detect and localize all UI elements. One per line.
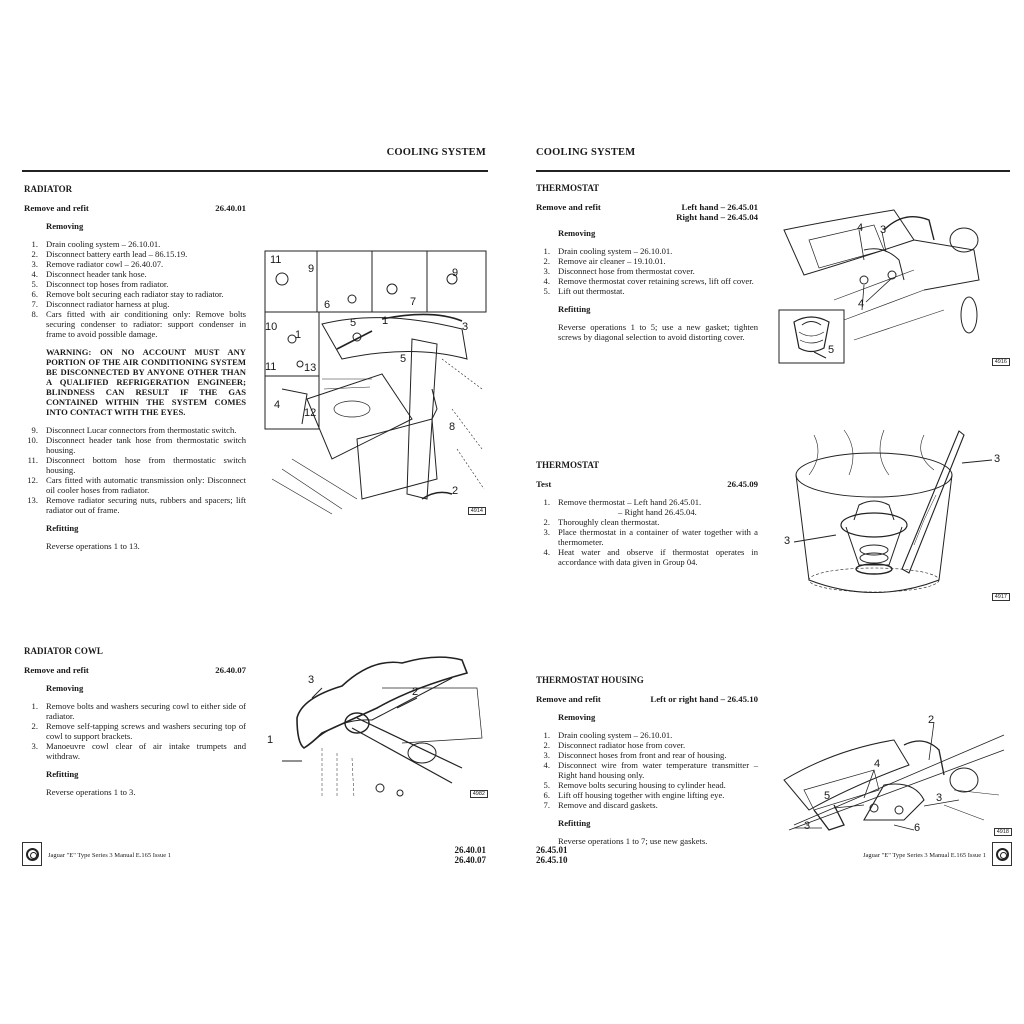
callout-label: 4: [274, 399, 281, 411]
step-item: [24, 701, 246, 721]
step-text: Disconnect battery earth lead – 86.15.19.: [46, 249, 188, 259]
operation-line: [24, 203, 246, 213]
step-number: 2.: [31, 249, 38, 259]
thermostat-test-diagram: [774, 425, 1012, 603]
step-number: 11.: [27, 455, 38, 465]
callout-label: 1: [267, 734, 274, 746]
figure-thermostat: [774, 180, 1012, 368]
callout-label: 3: [308, 674, 315, 686]
section-title: RADIATOR COWL: [24, 646, 103, 656]
refitting-text: Reverse operations 1 to 5; use a new gasket; tighten screws by diagonal selection to avoid distorting cover.: [558, 322, 758, 342]
section-title: THERMOSTAT HOUSING: [536, 675, 644, 685]
step-number: 4.: [543, 760, 550, 770]
step-item: [24, 425, 246, 435]
callout-label: 4: [858, 298, 865, 310]
figure-thermostat-housing: [774, 710, 1014, 838]
running-head: COOLING SYSTEM: [536, 147, 636, 158]
step-number: 3.: [543, 750, 550, 760]
step-item: [24, 495, 246, 515]
section-title: RADIATOR: [24, 184, 73, 194]
step-item: [536, 507, 758, 517]
header-rule: [22, 170, 488, 172]
step-text: Lift off housing together with engine lifting eye.: [558, 790, 725, 800]
step-item: [24, 475, 246, 495]
step-item: [536, 740, 758, 750]
step-item: [24, 279, 246, 289]
section-title: THERMOSTAT: [536, 460, 600, 470]
refitting-heading: Refitting: [558, 818, 591, 828]
step-item: [24, 455, 246, 475]
step-text: Remove bolts securing housing to cylinder head.: [558, 780, 726, 790]
step-text: Disconnect hoses from front and rear of housing.: [558, 750, 727, 760]
step-item: [24, 435, 246, 455]
step-number: 9.: [31, 425, 38, 435]
refitting-text: Reverse operations 1 to 3.: [46, 787, 136, 797]
callout-label: 2: [928, 714, 935, 726]
step-item: [536, 760, 758, 780]
step-number: 2.: [31, 721, 38, 731]
callout-label: 11: [270, 254, 282, 266]
step-text: Thoroughly clean thermostat.: [558, 517, 660, 527]
callout-label: 7: [410, 296, 417, 308]
step-text: Cars fitted with automatic transmission only: Disconnect oil cooler hoses from radiator.: [46, 475, 246, 495]
figure-number: 4917: [992, 593, 1010, 601]
section-radiator-cowl: [24, 646, 246, 797]
callout-label: 12: [304, 407, 317, 419]
step-number: 3.: [543, 266, 550, 276]
callout-label: 10: [265, 321, 278, 333]
callout-label: 3: [936, 792, 943, 804]
operation-code-left-hand: Left hand – 26.45.01: [681, 202, 758, 212]
header-rule: [536, 170, 1010, 172]
step-text: Remove radiator securing nuts, rubbers and spacers; lift radiator out of frame.: [46, 495, 246, 515]
step-text: – Right hand 26.45.04.: [618, 507, 697, 517]
footer-codes: [455, 845, 487, 865]
step-item: [536, 780, 758, 790]
step-item: [536, 266, 758, 276]
footer-manual-title: Jaguar "E" Type Series 3 Manual E.165 Issue 1: [863, 852, 986, 859]
operation-codes: [676, 202, 758, 222]
figure-radiator: [262, 249, 488, 517]
footer-code: 26.40.01: [454, 845, 486, 855]
figure-thermostat-test: [774, 425, 1012, 603]
step-number: 3.: [31, 741, 38, 751]
step-text: Heat water and observe if thermostat operates in accordance with data given in Group 04.: [558, 547, 758, 567]
step-number: 8.: [31, 309, 38, 319]
refitting-heading: Refitting: [46, 523, 79, 533]
step-text: Disconnect hose from thermostat cover.: [558, 266, 695, 276]
step-number: 5.: [543, 780, 550, 790]
callout-label: 9: [308, 263, 315, 275]
step-item: [24, 289, 246, 299]
step-text: Disconnect header tank hose from thermostatic switch housing.: [46, 435, 246, 455]
step-text: Remove radiator cowl – 26.40.07.: [46, 259, 164, 269]
refitting-heading: Refitting: [46, 769, 79, 779]
callout-label: 5: [824, 790, 831, 802]
step-number: 2.: [543, 256, 550, 266]
step-item: [536, 286, 758, 296]
step-text: Disconnect header tank hose.: [46, 269, 147, 279]
step-text: Disconnect Lucar connectors from thermostatic switch.: [46, 425, 237, 435]
callout-label: 3: [462, 321, 469, 333]
section-radiator: [24, 184, 246, 551]
step-text: Disconnect wire from water temperature transmitter – Right hand housing only.: [558, 760, 758, 780]
step-number: 7.: [31, 299, 38, 309]
step-text: Manoeuvre cowl clear of air intake trumpets and withdraw.: [46, 741, 246, 761]
operation-label: Remove and refit: [24, 665, 89, 675]
steps-list: [24, 425, 246, 515]
step-text: Remove bolt securing each radiator stay to radiator.: [46, 289, 224, 299]
callout-label: 1: [295, 329, 302, 341]
callout-label: 4: [857, 222, 864, 234]
step-number: 3.: [543, 527, 550, 537]
removing-heading: Removing: [558, 712, 596, 722]
step-text: Disconnect bottom hose from thermostatic switch housing.: [46, 455, 246, 475]
step-number: 5.: [31, 279, 38, 289]
step-number: 4.: [543, 276, 550, 286]
radiator-diagram: [262, 249, 488, 517]
steps-list: [536, 497, 758, 567]
callout-label: 2: [412, 686, 419, 698]
operation-label: Remove and refit: [536, 694, 601, 704]
callout-label: 5: [350, 317, 357, 329]
operation-label: Test: [536, 479, 552, 489]
operation-code: 26.40.01: [215, 203, 246, 213]
footer-code: 26.40.07: [454, 855, 486, 865]
step-number: 1.: [31, 239, 38, 249]
operation-label: Remove and refit: [536, 202, 601, 212]
section-thermostat: [536, 183, 758, 342]
step-text: Drain cooling system – 26.10.01.: [558, 246, 673, 256]
figure-radiator-cowl: [262, 648, 490, 800]
step-number: [536, 507, 558, 517]
step-text: Drain cooling system – 26.10.01.: [46, 239, 161, 249]
steps-list: [24, 239, 246, 339]
figure-number: 4914: [468, 507, 486, 515]
step-number: 12.: [27, 475, 38, 485]
step-item: [536, 730, 758, 740]
removing-heading: Removing: [46, 221, 84, 231]
figure-number: 4982: [470, 790, 488, 798]
section-thermostat-housing: [536, 675, 758, 846]
step-item: [536, 547, 758, 567]
refitting-heading: Refitting: [558, 304, 591, 314]
callout-label: 13: [304, 362, 317, 374]
step-number: 2.: [543, 517, 550, 527]
steps-list: [536, 246, 758, 296]
callout-label: 9: [452, 267, 459, 279]
step-text: Place thermostat in a container of water together with a thermometer.: [558, 527, 758, 547]
step-text: Lift out thermostat.: [558, 286, 625, 296]
thermostat-housing-diagram: [774, 710, 1014, 838]
step-number: 5.: [543, 286, 550, 296]
thermostat-diagram: [774, 180, 1012, 368]
steps-list: [24, 701, 246, 761]
operation-line: [24, 665, 246, 675]
step-item: [536, 276, 758, 286]
operation-code: 26.40.07: [215, 665, 246, 675]
british-leyland-logo-icon: [22, 842, 42, 866]
removing-heading: Removing: [46, 683, 84, 693]
step-item: [536, 256, 758, 266]
step-number: 1.: [543, 246, 550, 256]
step-text: Disconnect radiator hose from cover.: [558, 740, 686, 750]
right-page: [512, 0, 1024, 1024]
operation-code-right-hand: Right hand – 26.45.04: [676, 212, 758, 222]
radiator-cowl-diagram: [262, 648, 490, 800]
callout-label: 2: [452, 485, 459, 497]
step-item: [536, 497, 758, 507]
footer-code: 26.45.01: [536, 845, 568, 855]
step-item: [24, 259, 246, 269]
step-item: [536, 750, 758, 760]
refitting-text: Reverse operations 1 to 7; use new gaskets.: [558, 836, 708, 846]
step-number: 7.: [543, 800, 550, 810]
operation-line: [536, 202, 758, 222]
step-number: 4.: [543, 547, 550, 557]
callout-label: 6: [324, 299, 331, 311]
operation-line: [536, 479, 758, 489]
figure-number: 4918: [994, 828, 1012, 836]
removing-heading: Removing: [558, 228, 596, 238]
step-number: 13.: [27, 495, 38, 505]
section-thermostat-test: [536, 460, 758, 575]
section-title: THERMOSTAT: [536, 183, 600, 193]
step-item: [536, 246, 758, 256]
step-number: 2.: [543, 740, 550, 750]
step-number: 1.: [543, 730, 550, 740]
figure-number: 4916: [992, 358, 1010, 366]
callout-label: 5: [400, 353, 407, 365]
callout-label: 4: [874, 758, 881, 770]
callout-label: 6: [914, 822, 921, 834]
callout-label: 3: [880, 224, 887, 236]
step-number: 3.: [31, 259, 38, 269]
step-item: [24, 299, 246, 309]
step-item: [536, 790, 758, 800]
footer-code: 26.45.10: [536, 855, 568, 865]
step-number: 10.: [27, 435, 38, 445]
step-text: Remove thermostat – Left hand 26.45.01.: [558, 497, 702, 507]
operation-code: 26.45.09: [727, 479, 758, 489]
steps-list: [536, 730, 758, 810]
step-text: Remove air cleaner – 19.10.01.: [558, 256, 666, 266]
step-text: Remove and discard gaskets.: [558, 800, 658, 810]
step-item: [24, 309, 246, 339]
running-head: COOLING SYSTEM: [386, 147, 486, 158]
step-item: [24, 269, 246, 279]
step-text: Disconnect radiator harness at plug.: [46, 299, 170, 309]
step-number: 6.: [543, 790, 550, 800]
callout-label: 3: [804, 820, 811, 832]
footer-manual-title: Jaguar "E" Type Series 3 Manual E.165 Issue 1: [48, 852, 171, 859]
step-number: 1.: [31, 701, 38, 711]
step-text: Remove self-tapping screws and washers securing top of cowl to support brackets.: [46, 721, 246, 741]
callout-label: 3: [994, 453, 1001, 465]
step-number: 1.: [543, 497, 550, 507]
footer-codes: [536, 845, 568, 865]
step-item: [536, 517, 758, 527]
callout-label: 8: [449, 421, 456, 433]
step-text: Drain cooling system – 26.10.01.: [558, 730, 673, 740]
operation-label: Remove and refit: [24, 203, 89, 213]
refitting-text: Reverse operations 1 to 13.: [46, 541, 140, 551]
operation-line: [536, 694, 758, 704]
callout-label: 3: [784, 535, 791, 547]
step-item: [536, 800, 758, 810]
step-item: [24, 239, 246, 249]
callout-label: 5: [828, 344, 835, 356]
step-item: [24, 741, 246, 761]
step-text: Cars fitted with air conditioning only: Remove bolts securing condenser to radiator: support condenser in frame to avoid possible damage.: [46, 309, 246, 339]
warning-text: WARNING: ON NO ACCOUNT MUST ANY PORTION OF THE AIR CONDITIONING SYSTEM BE DISCONNECTED BY ANYONE OTHER THAN A QUALIFIED REFRIGERATION ENGINEER; BLINDNESS CAN RESULT IF THE GAS CONTAINED WITHIN THE SYSTEM COMES INTO CONTACT WITH THE EYES.: [46, 347, 246, 417]
operation-code: Left or right hand – 26.45.10: [650, 694, 758, 704]
step-number: 4.: [31, 269, 38, 279]
callout-label: 1: [382, 315, 389, 327]
callout-label: 11: [265, 361, 277, 373]
step-item: [536, 527, 758, 547]
british-leyland-logo-icon: [992, 842, 1012, 866]
step-item: [24, 249, 246, 259]
step-text: Remove bolts and washers securing cowl to either side of radiator.: [46, 701, 246, 721]
step-text: Disconnect top hoses from radiator.: [46, 279, 169, 289]
step-item: [24, 721, 246, 741]
step-number: 6.: [31, 289, 38, 299]
step-text: Remove thermostat cover retaining screws, lift off cover.: [558, 276, 754, 286]
